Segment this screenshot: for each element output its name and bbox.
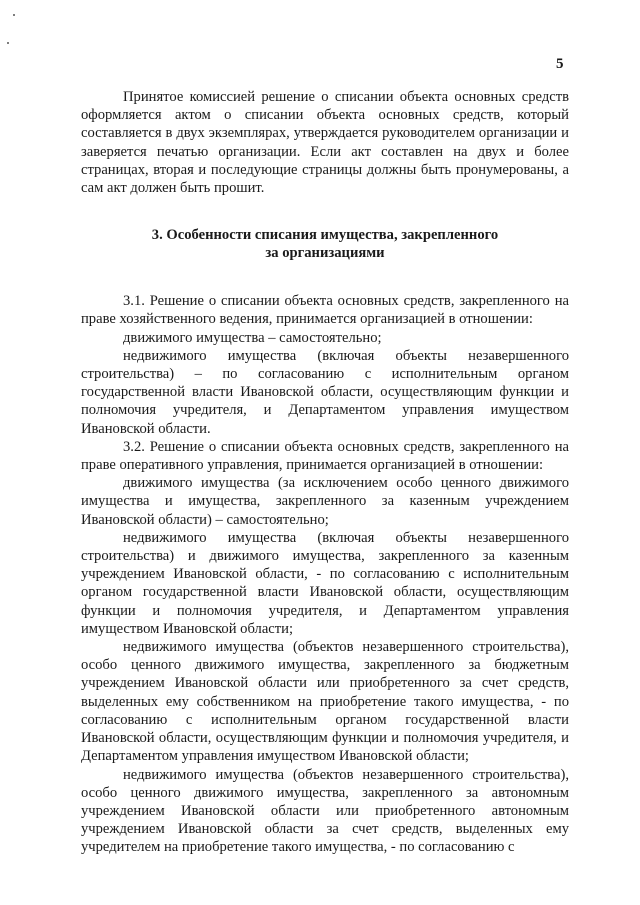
paragraph-3-2-movable: движимого имущества (за исключением особо ценного движимого имущества и имущества, закрепленного за казенным учреждением Ивановской области) – самостоятельно;	[81, 475, 569, 528]
section-heading-line-1: 3. Особенности списания имущества, закрепленного	[151, 227, 499, 244]
paragraph-3-1-movable: движимого имущества – самостоятельно;	[123, 329, 382, 346]
paragraph-3-2-autonomous: недвижимого имущества (объектов незавершенного строительства), особо ценного движимого имущества, закрепленного за автономным учреждением Ивановской области или приобретенного автономным учреждением Ивановской области за счет средств, выделенных ему учредителем на приобретение такого имущества, - по согласованию с	[81, 766, 569, 856]
paragraph-3-1: 3.1. Решение о списании объекта основных средств, закрепленного на праве хозяйственного ведения, принимается организацией в отношении:	[81, 293, 569, 328]
scan-mark-top	[13, 14, 15, 16]
section-heading	[81, 226, 569, 262]
paragraph-3-1-immovable: недвижимого имущества (включая объекты незавершенного строительства) – по согласованию с исполнительным органом государственной власти Ивановской области, осуществляющим функции и полномочия учредителя, и Департаментом управления имуществом Ивановской области.	[81, 347, 569, 437]
page-number: 5	[556, 56, 564, 72]
paragraph-3-2: 3.2. Решение о списании объекта основных средств, закрепленного на праве оперативного управления, принимается организацией в отношении:	[81, 438, 569, 474]
intro-paragraph: Принятое комиссией решение о списании объекта основных средств оформляется актом о списании объекта основных средств, который составляется в двух экземплярах, утверждается руководителем организации и заверяется печатью организации. Если акт составлен на двух и более страницах, вторая и последующие страницы должны быть пронумерованы, а сам акт должен быть прошит.	[81, 89, 569, 197]
document-body	[81, 88, 569, 857]
scan-mark-left	[7, 42, 9, 44]
section-heading-line-2: за организациями	[265, 245, 385, 262]
paragraph-3-2-budget: недвижимого имущества (объектов незавершенного строительства), особо ценного движимого имущества, закрепленного за бюджетным учреждением Ивановской области или приобретенного за счет средств, выделенных ему собственником на приобретение такого имущества, - по согласованию с исполнительным органом государственной власти Ивановской области, осуществляющим функции и полномочия учредителя, и Департаментом управления имуществом Ивановской области;	[81, 639, 569, 765]
paragraph-3-2-immovable: недвижимого имущества (включая объекты незавершенного строительства) и движимого имущества, закрепленного за казенным учреждением Ивановской области, - по согласованию с исполнительным органом государственной власти Ивановской области, осуществляющим функции и полномочия учредителя, и Департаментом управления имуществом Ивановской области;	[81, 529, 569, 637]
